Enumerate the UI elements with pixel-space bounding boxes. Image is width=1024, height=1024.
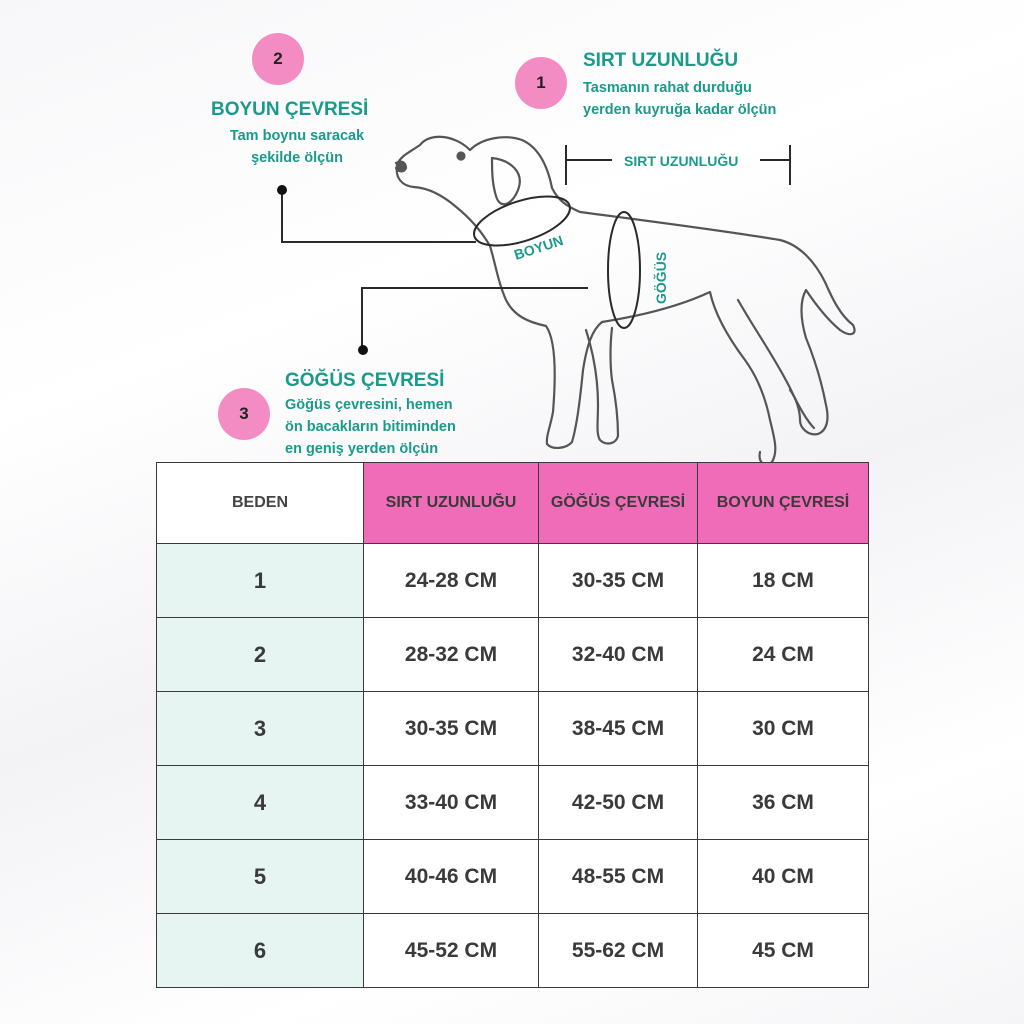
table-row [157, 618, 869, 692]
back-desc-line-2: yerden kuyruğa kadar ölçün [583, 102, 777, 118]
size-cell: 5 [157, 840, 364, 914]
back-length-cell: 45-52 CM [364, 914, 539, 988]
table-row [157, 840, 869, 914]
table-row [157, 914, 869, 988]
neck-label: BOYUN [511, 232, 566, 263]
badge-3: 3 [218, 388, 270, 440]
chest-cell: 48-55 CM [539, 840, 698, 914]
table-row [157, 692, 869, 766]
chest-label: GÖĞÜS [653, 251, 669, 304]
table-header-row [157, 463, 869, 544]
size-cell: 3 [157, 692, 364, 766]
chest-measure-ellipse [608, 212, 640, 328]
size-cell: 4 [157, 766, 364, 840]
back-length-label: SIRT UZUNLUĞU [624, 153, 739, 169]
chest-title: GÖĞÜS ÇEVRESİ [285, 370, 445, 391]
chest-desc-line-1: Göğüs çevresini, hemen [285, 397, 453, 413]
neck-cell: 40 CM [698, 840, 869, 914]
chest-description [285, 394, 456, 460]
dog-eye [458, 153, 465, 160]
dog-illustration [0, 0, 1024, 470]
neck-cell: 36 CM [698, 766, 869, 840]
back-length-title: SIRT UZUNLUĞU [583, 50, 739, 71]
neck-cell: 30 CM [698, 692, 869, 766]
chest-cell: 30-35 CM [539, 544, 698, 618]
chest-leader-dot [358, 345, 368, 355]
size-cell: 6 [157, 914, 364, 988]
neck-desc-line-1: Tam boynu saracak [229, 128, 365, 144]
back-length-cell: 30-35 CM [364, 692, 539, 766]
neck-cell: 24 CM [698, 618, 869, 692]
back-length-description [583, 77, 776, 121]
size-cell: 1 [157, 544, 364, 618]
neck-title: BOYUN ÇEVRESİ [211, 99, 369, 120]
back-length-cell: 33-40 CM [364, 766, 539, 840]
badge-1: 1 [515, 57, 567, 109]
header-back-length: SIRT UZUNLUĞU [364, 463, 539, 544]
neck-desc-line-2: şekilde ölçün [251, 150, 343, 166]
chest-desc-line-2: ön bacakların bitiminden [285, 419, 456, 435]
size-cell: 2 [157, 618, 364, 692]
neck-leader-line [282, 190, 476, 242]
size-table [156, 462, 869, 988]
back-length-cell: 40-46 CM [364, 840, 539, 914]
header-chest: GÖĞÜS ÇEVRESİ [539, 463, 698, 544]
chest-leader-line [362, 288, 588, 350]
dog-front-leg-outline [586, 328, 618, 443]
back-length-cell: 24-28 CM [364, 544, 539, 618]
header-beden: BEDEN [157, 463, 364, 544]
chest-cell: 55-62 CM [539, 914, 698, 988]
header-neck: BOYUN ÇEVRESİ [698, 463, 869, 544]
table-row [157, 544, 869, 618]
dog-nose [396, 162, 406, 172]
neck-description [211, 125, 383, 169]
chest-cell: 42-50 CM [539, 766, 698, 840]
neck-cell: 18 CM [698, 544, 869, 618]
badge-2: 2 [252, 33, 304, 85]
chest-cell: 38-45 CM [539, 692, 698, 766]
back-length-cell: 28-32 CM [364, 618, 539, 692]
chest-cell: 32-40 CM [539, 618, 698, 692]
back-desc-line-1: Tasmanın rahat durduğu [583, 80, 752, 96]
dog-ear-outline [492, 158, 520, 204]
neck-leader-dot [277, 185, 287, 195]
chest-desc-line-3: en geniş yerden ölçün [285, 441, 439, 457]
neck-cell: 45 CM [698, 914, 869, 988]
table-row [157, 766, 869, 840]
